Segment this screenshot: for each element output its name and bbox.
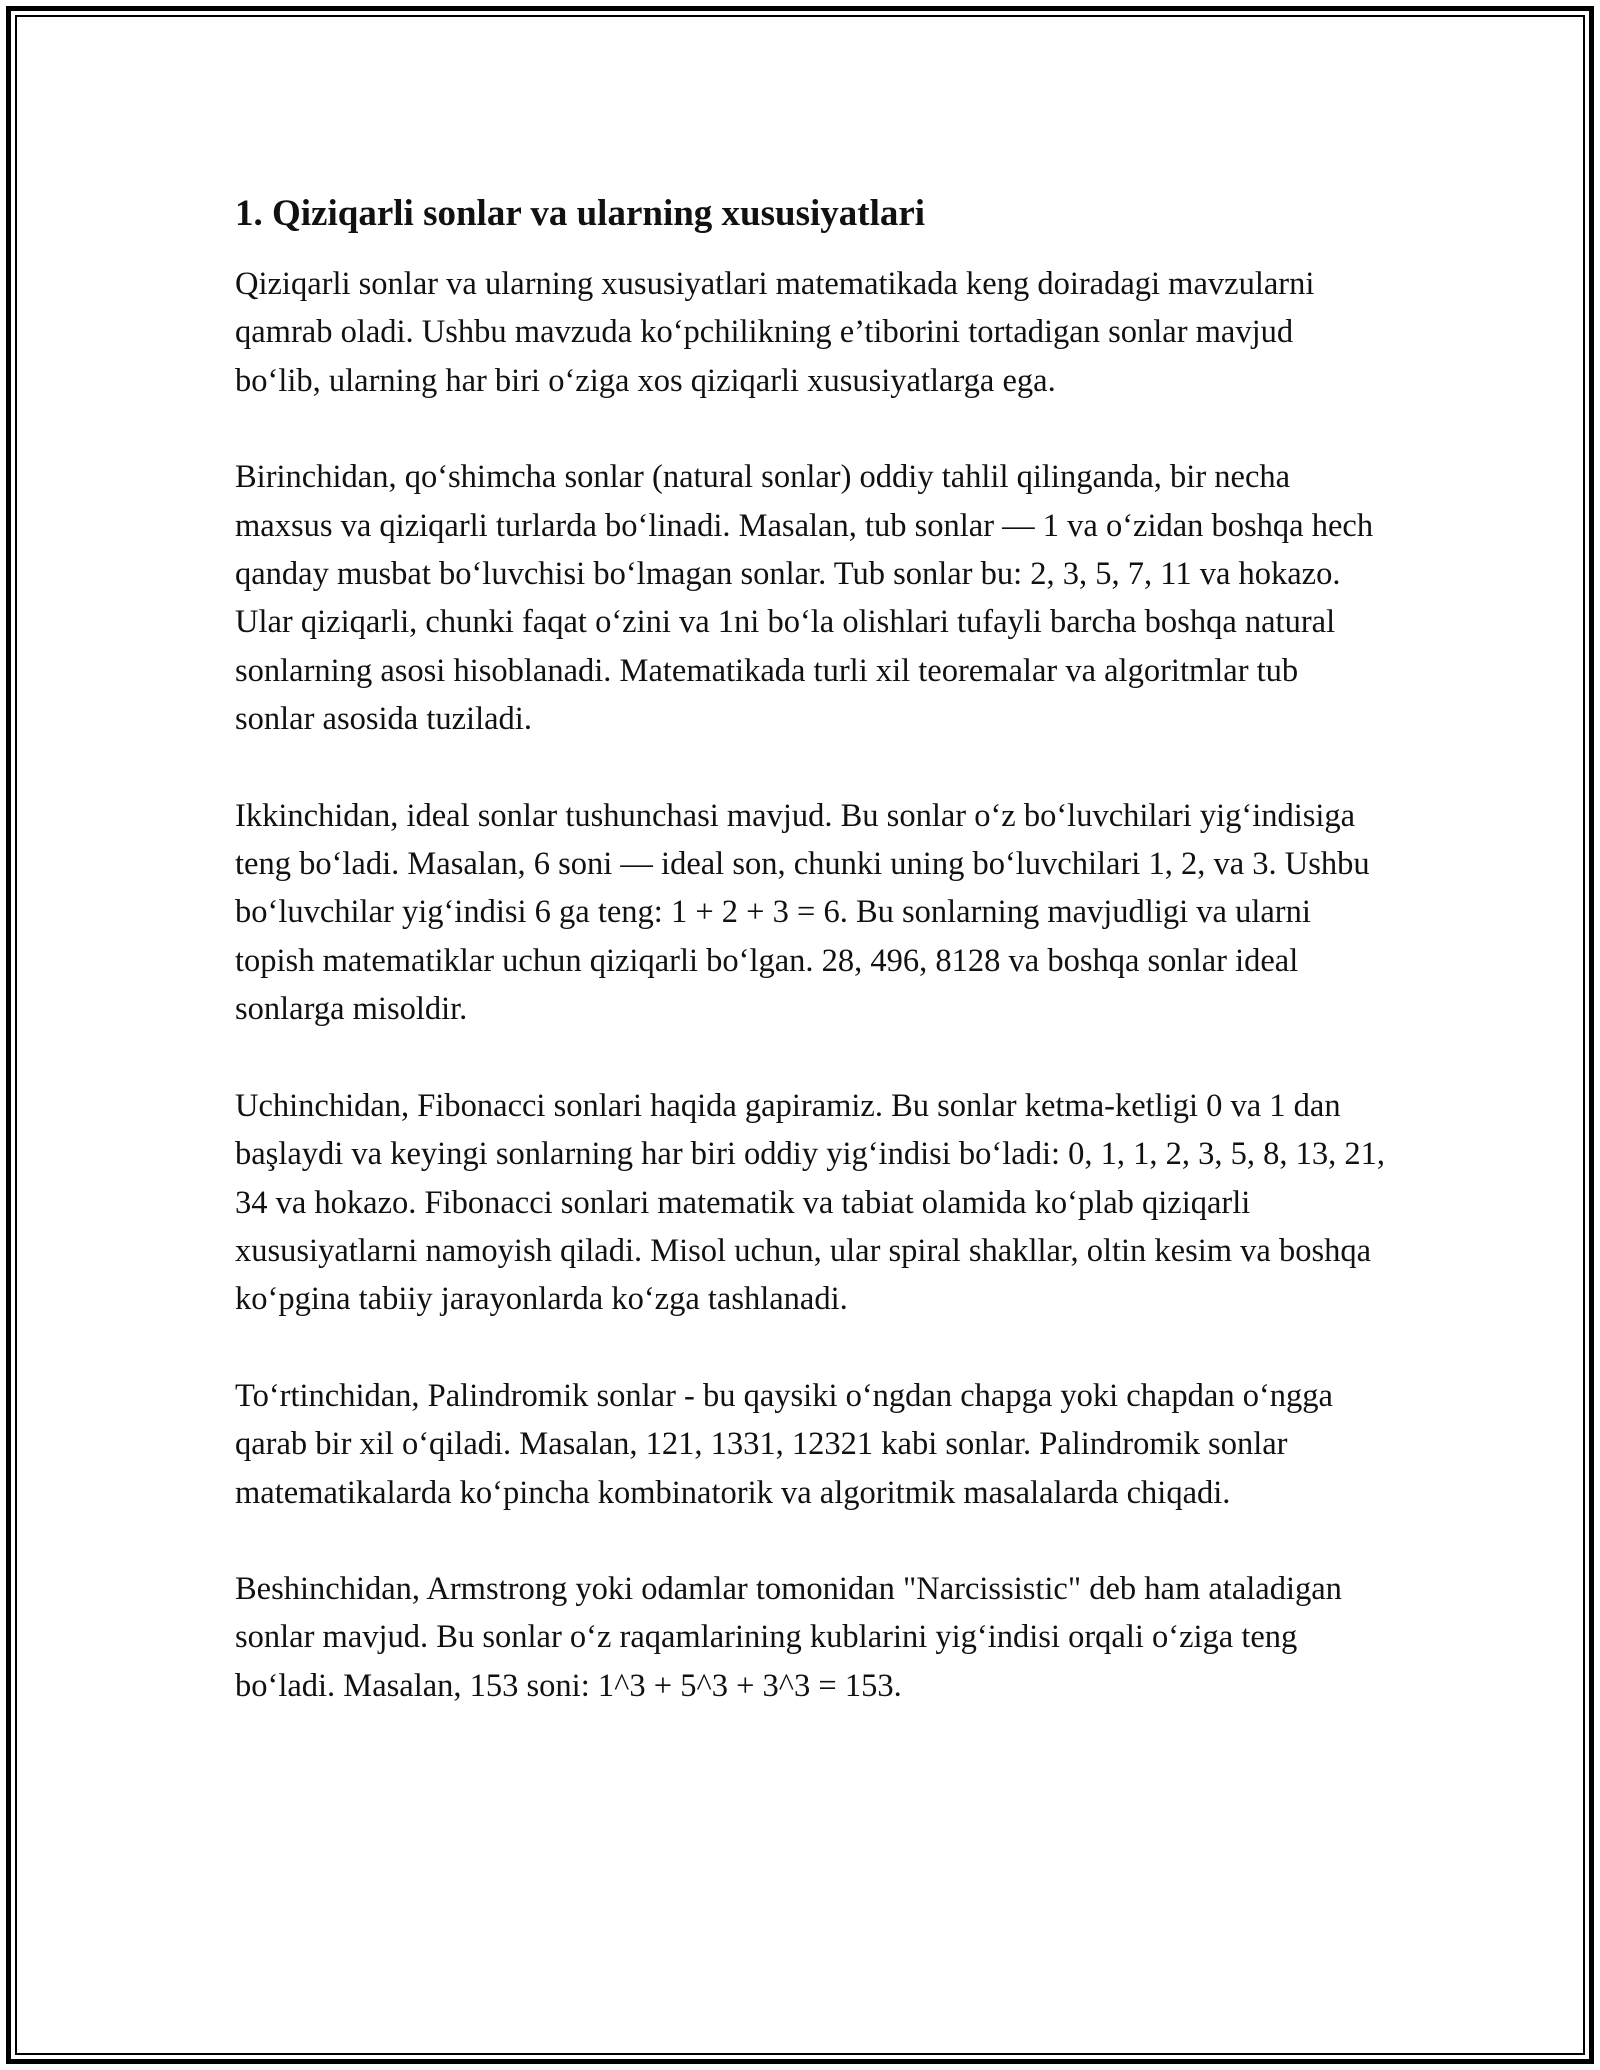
paragraph-palindromic: Toʻrtinchidan, Palindromik sonlar - bu qaysiki oʻngdan chapga yoki chapdan oʻngga qarab bir xil oʻqiladi. Masalan, 121, 1331, 12321 kabi sonlar. Palindromik sonlar matematikalarda koʻpincha kombinatorik va algoritmik masalalarda chiqadi.: [235, 1377, 1333, 1511]
document-body: [235, 188, 1385, 1758]
paragraph-fibonacci: Uchinchidan, Fibonacci sonlari haqida gapiramiz. Bu sonlar ketma-ketligi 0 va 1 dan başlaydi va keyingi sonlarning har biri oddiy yigʻindisi boʻladi: 0, 1, 1, 2, 3, 5, 8, 13, 21, 34 va hokazo. Fibonacci sonlari matematik va tabiat olamida koʻplab qiziqarli xususiyatlarni namoyish qiladi. Misol uchun, ular spiral shakllar, oltin kesim va boshqa koʻpgina tabiiy jarayonlarda koʻzga tashlanadi.: [235, 1087, 1386, 1318]
paragraph-perfect-numbers: Ikkinchidan, ideal sonlar tushunchasi mavjud. Bu sonlar oʻz boʻluvchilari yigʻindisiga teng boʻladi. Masalan, 6 soni — ideal son, chunki uning boʻluvchilari 1, 2, va 3. Ushbu boʻluvchilar yigʻindisi 6 ga teng: 1 + 2 + 3 = 6. Bu sonlarning mavjudligi va ularni topish matematiklar uchun qiziqarli boʻlgan. 28, 496, 8128 va boshqa sonlar ideal sonlarga misoldir.: [235, 797, 1370, 1028]
paragraph-prime-numbers: Birinchidan, qoʻshimcha sonlar (natural sonlar) oddiy tahlil qilinganda, bir necha maxsus va qiziqarli turlarda boʻlinadi. Masalan, tub sonlar — 1 va oʻzidan boshqa hech qanday musbat boʻluvchisi boʻlmagan sonlar. Tub sonlar bu: 2, 3, 5, 7, 11 va hokazo. Ular qiziqarli, chunki faqat oʻzini va 1ni boʻla olishlari tufayli barcha boshqa natural sonlarning asosi hisoblanadi. Matematikada turli xil teoremalar va algoritmlar tub sonlar asosida tuziladi.: [235, 459, 1374, 738]
section-heading: 1. Qiziqarli sonlar va ularning xususiyatlari: [235, 193, 926, 234]
paragraph-intro: Qiziqarli sonlar va ularning xususiyatlari matematikada keng doiradagi mavzularni qamrab oladi. Ushbu mavzuda koʻpchilikning e’tiborini tortadigan sonlar mavjud boʻlib, ularning har biri oʻziga xos qiziqarli xususiyatlarga ega.: [235, 266, 1315, 399]
paragraph-armstrong: Beshinchidan, Armstrong yoki odamlar tomonidan "Narcissistic" deb ham ataladigan sonlar mavjud. Bu sonlar oʻz raqamlarining kublarini yigʻindisi orqali oʻziga teng boʻladi. Masalan, 153 soni: 1^3 + 5^3 + 3^3 = 153.: [235, 1570, 1342, 1704]
